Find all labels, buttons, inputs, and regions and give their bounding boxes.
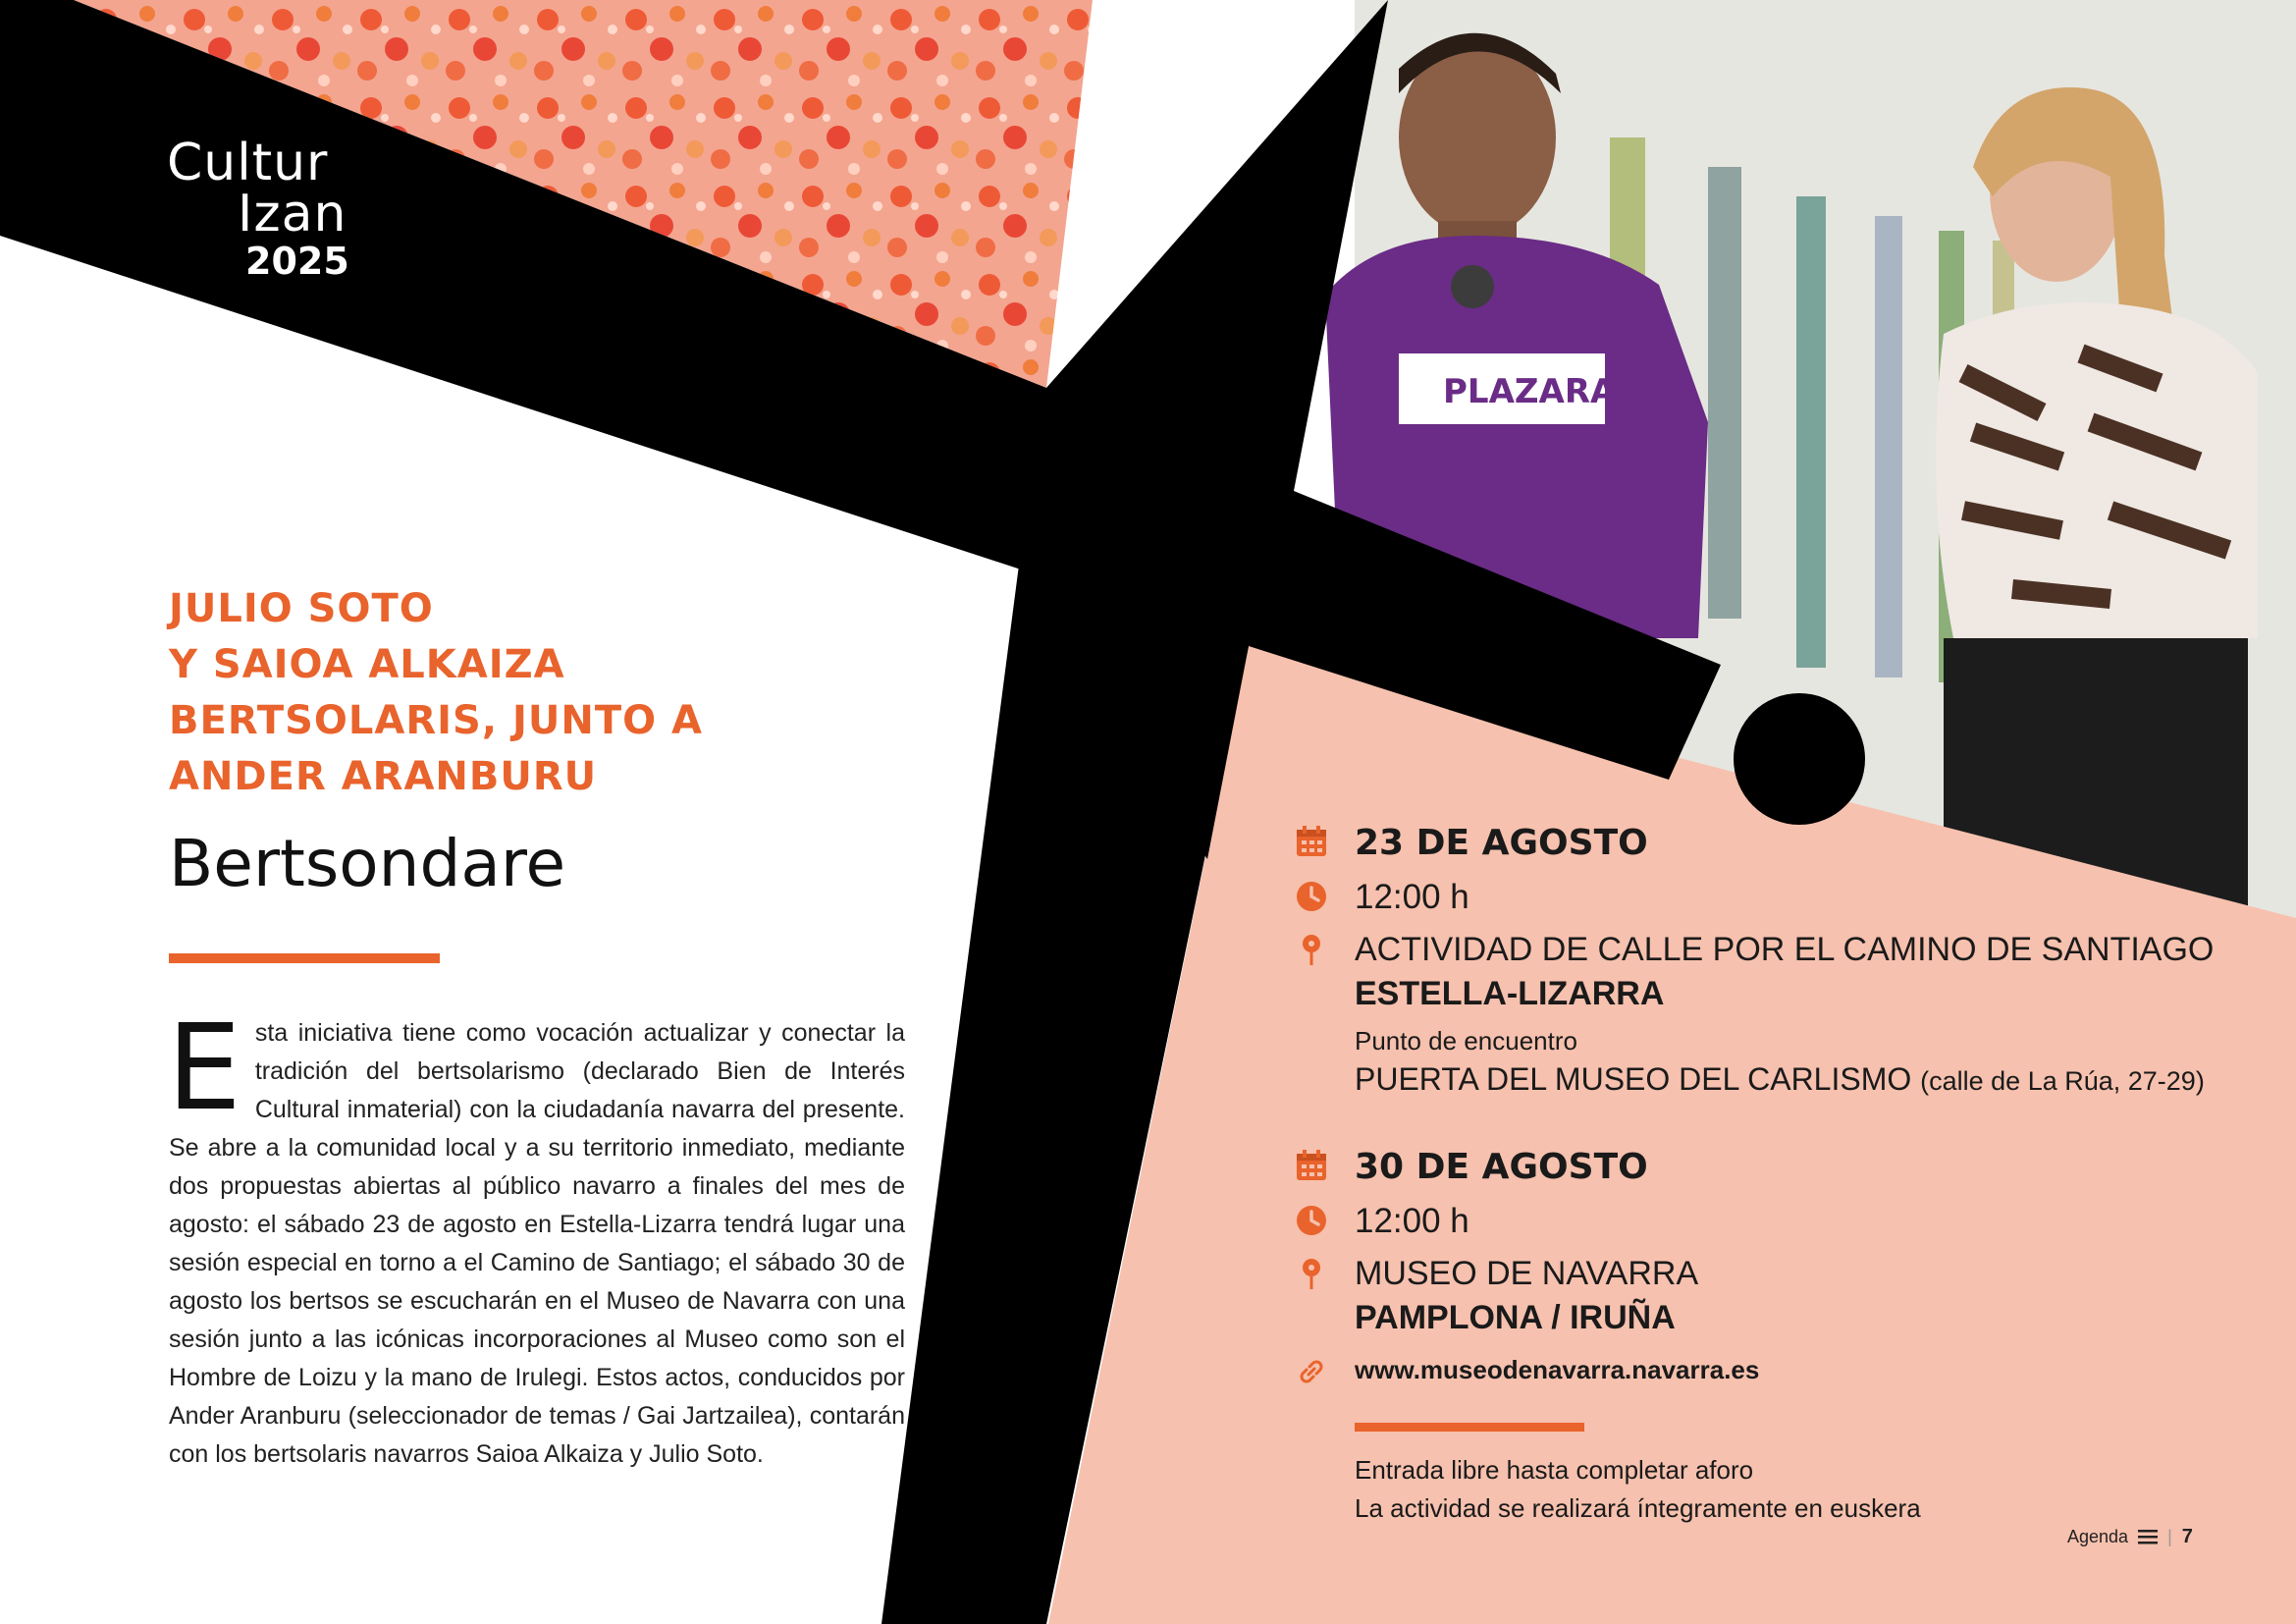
website-link[interactable]: www.museodenavarra.navarra.es (1294, 1350, 2236, 1389)
footer-separator: | (2167, 1527, 2172, 1546)
meeting-point-label: Punto de encuentro (1355, 1026, 1577, 1056)
body-paragraph: sta iniciativa tiene como vocación actualizar y conectar la tradición del bertsolarismo (declarado Bien de Interés Cultural inmaterial) con la ciudadanía navarra del presente. Se abre a la comunidad local y a su territorio inmediato, mediante dos propuestas abiertas al público navarro a finales del mes de agosto: el sábado 23 de agosto en Estella-Lizarra tendrá lugar una sesión especial en torno a el Camino de Santiago; el sábado 30 de agosto los bertsos se escucharán en el Museo de Navarra con una sesión junto a las icónicas incorporaciones al Museo como son el Hombre de Loizu y la mano de Irulegi. Estos actos, conducidos por Ander Aranburu (seleccionador de temas / Gai Jartzailea), contarán con los bertsolaris navarros Saioa Alkaiza y Julio Soto. (169, 1019, 905, 1468)
black-dot (1734, 693, 1865, 825)
page-footer (2067, 1523, 2193, 1550)
event-heading (169, 581, 719, 805)
footer-section: Agenda (2067, 1527, 2129, 1546)
event-1-date: 23 DE AGOSTO (1294, 820, 2236, 867)
info-divider (1355, 1423, 1584, 1432)
event-1-time: 12:00 h (1294, 875, 2236, 920)
meeting-point: PUERTA DEL MUSEO DEL CARLISMO (calle de La Rúa, 27-29) (1355, 1061, 2205, 1097)
drop-cap: E (167, 1001, 241, 1137)
heading-line-2: Y SAIOA ALKAIZA (169, 642, 565, 687)
event-1-location: ACTIVIDAD DE CALLE POR EL CAMINO DE SANTIAGO ESTELLA-LIZARRA Punto de encuentro PUERTA DEL MUSEO DEL CARLISMO (calle de La Rúa, 27-29) (1294, 928, 2236, 1101)
logo-year: 2025 (245, 240, 349, 283)
event-1-city: ESTELLA-LIZARRA (1355, 975, 1665, 1012)
location-pin-icon (1294, 932, 1329, 967)
title-divider (169, 953, 440, 963)
clock-icon (1294, 1203, 1329, 1238)
logo-line-2: Izan (238, 185, 347, 244)
event-2-date: 30 DE AGOSTO (1294, 1144, 2236, 1191)
logo-line-1: Cultur (167, 134, 329, 192)
page-number: 7 (2181, 1526, 2193, 1547)
heading-line-4: ANDER ARANBURU (169, 754, 598, 799)
note-language: La actividad se realizará íntegramente en euskera (1355, 1493, 1921, 1523)
event-notes (1355, 1451, 2236, 1528)
body-text (167, 1001, 905, 1474)
heading-line-1: JULIO SOTO (169, 586, 434, 631)
shirt-print: PLAZARATU (1443, 372, 1664, 411)
event-2-time: 12:00 h (1294, 1199, 2236, 1244)
menu-icon[interactable] (2138, 1529, 2158, 1544)
culturizan-logo (167, 134, 349, 283)
event-details (1294, 820, 2236, 1528)
calendar-icon (1294, 1148, 1329, 1183)
calendar-icon (1294, 824, 1329, 859)
heading-line-3: BERTSOLARIS, JUNTO A (169, 698, 703, 743)
note-free-entry: Entrada libre hasta completar aforo (1355, 1455, 1754, 1485)
event-2-city: PAMPLONA / IRUÑA (1355, 1299, 1676, 1336)
link-icon (1294, 1354, 1329, 1389)
location-pin-icon (1294, 1256, 1329, 1291)
clock-icon (1294, 879, 1329, 914)
event-2-location: MUSEO DE NAVARRA PAMPLONA / IRUÑA (1294, 1252, 2236, 1340)
page-title: Bertsondare (169, 826, 566, 901)
